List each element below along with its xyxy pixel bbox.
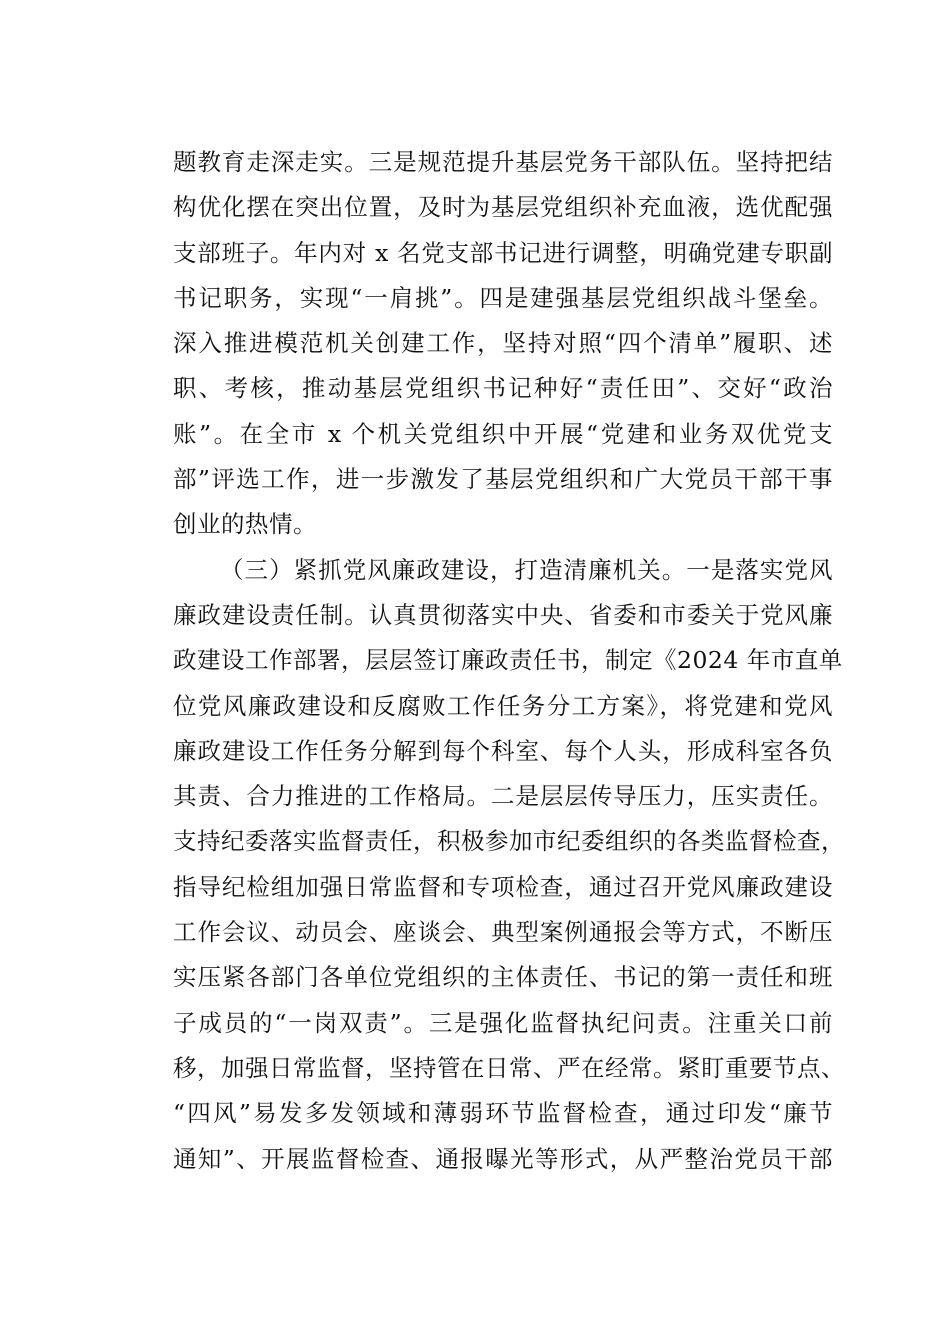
text-line: 创业的热情。 bbox=[173, 510, 317, 539]
text-line: 子成员的“一岗双责”。三是强化监督执纪问责。注重关口前 bbox=[173, 1008, 833, 1037]
section-heading-line: （三）紧抓党风廉政建设，打造清廉机关。一是落实党风 bbox=[220, 555, 833, 584]
text-line: 支部班子。年内对 x 名党支部书记进行调整，明确党建专职副 bbox=[173, 238, 833, 267]
text-line: 题教育走深走实。三是规范提升基层党务干部队伍。坚持把结 bbox=[173, 148, 833, 176]
text-line: 廉政建设责任制。认真贯彻落实中央、省委和市委关于党风廉 bbox=[173, 600, 833, 629]
text-line: 职、考核，推动基层党组织书记种好“责任田”、交好“政治 bbox=[173, 374, 833, 403]
text-line: 书记职务，实现“一肩挑”。四是建强基层党组织战斗堡垒。 bbox=[173, 283, 833, 312]
text-line: 部”评选工作，进一步激发了基层党组织和广大党员干部干事 bbox=[173, 465, 833, 494]
text-line: 廉政建设工作任务分解到每个科室、每个人头，形成科室各负 bbox=[173, 736, 833, 765]
text-line: 其责、合力推进的工作格局。二是层层传导压力，压实责任。 bbox=[173, 782, 833, 811]
text-line: 位党风廉政建设和反腐败工作任务分工方案》，将党建和党风 bbox=[173, 691, 833, 720]
body-text bbox=[173, 140, 845, 1182]
text-line: 通知”、开展监督检查、通报曝光等形式，从严整治党员干部 bbox=[173, 1144, 833, 1173]
text-line: 支持纪委落实监督责任，积极参加市纪委组织的各类监督检查， bbox=[173, 827, 845, 856]
text-line: 移，加强日常监督，坚持管在日常、严在经常。紧盯重要节点、 bbox=[173, 1053, 845, 1082]
text-line: 账”。在全市 x 个机关党组织中开展“党建和业务双优党支 bbox=[173, 419, 833, 448]
text-line: 实压紧各部门各单位党组织的主体责任、书记的第一责任和班 bbox=[173, 963, 833, 992]
text-line: 深入推进模范机关创建工作，坚持对照“四个清单”履职、述 bbox=[173, 329, 833, 358]
text-line: 构优化摆在突出位置，及时为基层党组织补充血液，选优配强 bbox=[173, 193, 833, 222]
text-line: 工作会议、动员会、座谈会、典型案例通报会等方式，不断压 bbox=[173, 918, 833, 947]
text-line: 指导纪检组加强日常监督和专项检查，通过召开党风廉政建设 bbox=[173, 872, 833, 901]
text-line: “四风”易发多发领域和薄弱环节监督检查，通过印发“廉节 bbox=[173, 1099, 833, 1128]
text-line: 政建设工作部署，层层签订廉政责任书，制定《2024 年市直单 bbox=[173, 646, 843, 675]
